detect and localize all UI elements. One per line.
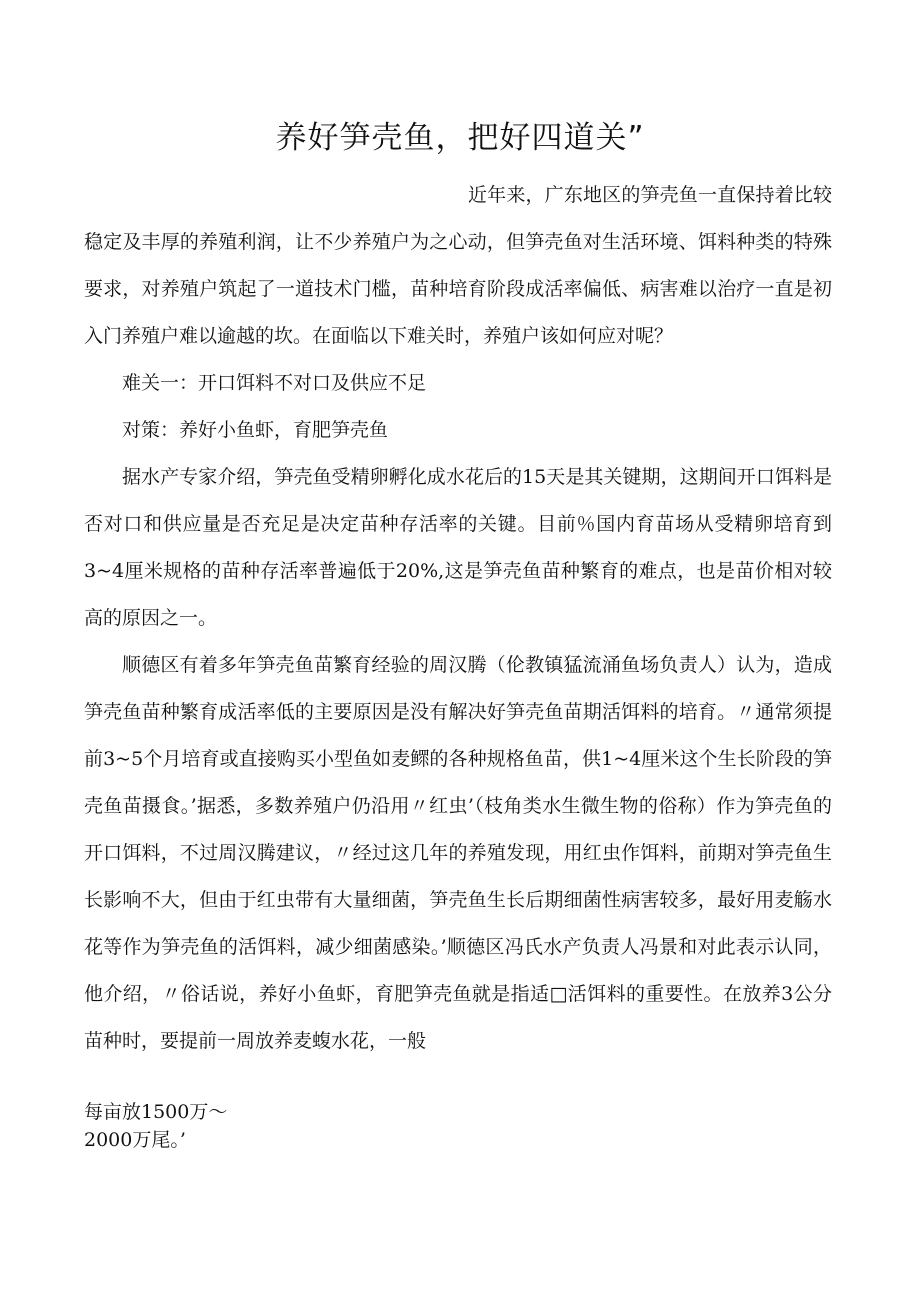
document-tail [84, 1098, 227, 1154]
paragraph-challenge-heading: 难关一：开口饵料不对口及供应不足 [122, 372, 427, 394]
paragraph-strategy-heading: 对策：养好小鱼虾，育肥笋壳鱼 [122, 419, 389, 441]
tail-line-2: 2000万尾。’ [84, 1129, 186, 1151]
document-title: 养好笋壳鱼，把好四道关” [275, 120, 645, 156]
paragraph-expert-intro: 据水产专家介绍，笋壳鱼受精卵孵化成水花后的15天是其关键期，这期间开口饵料是否对口和供应量是否充足是决定苗种存活率的关键。目前％国内育苗场从受精卵培育到3~4厘米规格的苗种存活率普遍低于20%,这是笋壳鱼苗种繁育的难点，也是苗价相对较高的原因之一。 [84, 466, 832, 629]
paragraph-intro: 近年来，广东地区的笋壳鱼一直保持着比较稳定及丰厚的养殖利润，让不少养殖户为之心动，但笋壳鱼对生活环境、饵料种类的特殊要求，对养殖户筑起了一道技术门槛，苗种培育阶段成活率偏低、病害难以治疗一直是初入门养殖户难以逾越的坎。在面临以下难关时，养殖户该如何应对呢？ [84, 184, 832, 347]
paragraph-shunde-experience: 顺德区有着多年笋壳鱼苗繁育经验的周汉腾（伦教镇猛流涌鱼场负责人）认为，造成笋壳鱼苗种繁育成活率低的主要原因是没有解决好笋壳鱼苗期活饵料的培育。〃通常须提前3~5个月培育或直接购买小型鱼如麦鳏的各种规格鱼苗，供1~4厘米这个生长阶段的笋壳鱼苗摄食。’据悉，多数养殖户仍沿用〃红虫’（枝角类水生微生物的俗称）作为笋壳鱼的开口饵料，不过周汉腾建议，〃经过这几年的养殖发现，用红虫作饵料，前期对笋壳鱼生长影响不大，但由于红虫带有大量细菌，笋壳鱼生长后期细菌性病害较多，最好用麦觞水花等作为笋壳鱼的活饵料，减少细菌感染。’顺德区冯氏水产负责人冯景和对此表示认同，他介绍，〃俗话说，养好小鱼虾，育肥笋壳鱼就是指适□活饵料的重要性。在放养3公分苗种时，要提前一周放养麦蝮水花，一般 [84, 654, 832, 1052]
document-body [84, 172, 832, 1065]
tail-line-1: 每亩放1500万～ [84, 1101, 228, 1123]
